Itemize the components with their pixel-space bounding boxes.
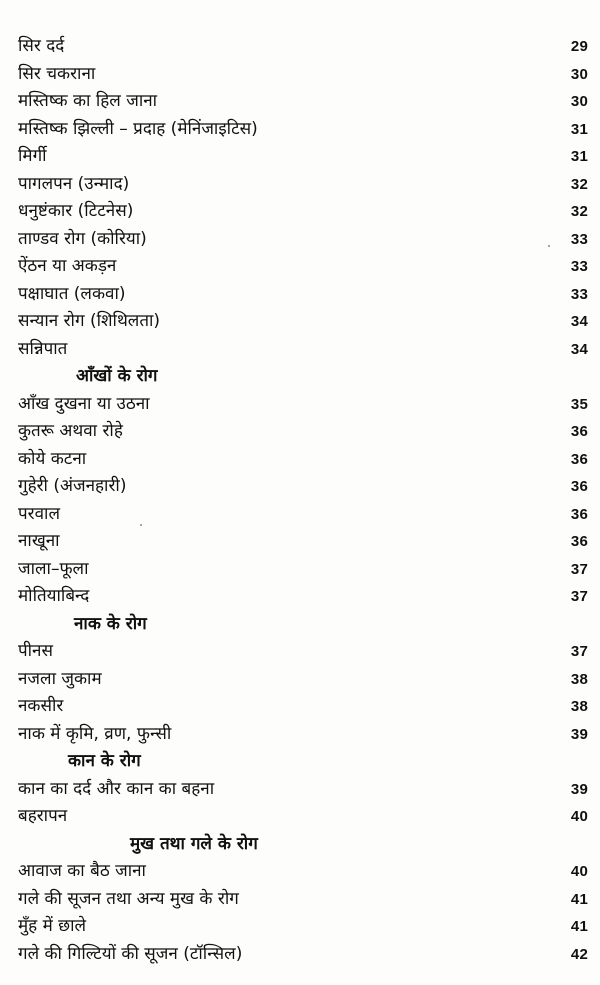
toc-entry	[18, 88, 588, 116]
toc-entry	[18, 418, 588, 446]
toc-entry	[18, 446, 588, 474]
toc-entry-page: 40	[570, 863, 588, 880]
toc-entry-title: पागलपन (उन्माद)	[18, 173, 130, 194]
section-heading-eye-diseases	[18, 363, 588, 391]
toc-entry-page: 39	[570, 780, 588, 798]
toc-entry	[18, 556, 588, 584]
toc-entry-title: ताण्डव रोग (कोरिया)	[18, 228, 147, 249]
toc-entry-title: नाखूना	[18, 531, 60, 551]
toc-entry	[18, 116, 588, 144]
toc-entry-page: 31	[570, 148, 588, 165]
toc-entry-title: नकसीर	[18, 696, 64, 716]
toc-entry	[18, 666, 588, 694]
toc-entry	[18, 391, 588, 419]
toc-entry-title: पीनस	[18, 641, 53, 661]
scan-speck	[140, 524, 142, 526]
toc-entry-title: मस्तिष्क झिल्ली – प्रदाह (मेनिंजाइटिस)	[18, 118, 258, 139]
toc-entry-page: 37	[570, 560, 588, 578]
toc-entry-page: 37	[570, 643, 588, 660]
toc-entry-page: 36	[570, 505, 588, 523]
toc-entry	[18, 33, 588, 61]
toc-entry	[18, 913, 588, 941]
toc-entry	[18, 886, 588, 914]
toc-entry-page: 38	[570, 670, 588, 688]
toc-entry-page: 30	[570, 93, 588, 110]
toc-entry	[18, 198, 588, 226]
toc-entry-title: मिर्गी	[18, 146, 47, 166]
toc-entry-title: जाला–फूला	[18, 558, 89, 579]
toc-entry-title: गुहेरी (अंजनहारी)	[18, 476, 127, 496]
toc-entry-page: 40	[570, 808, 588, 825]
toc-entry	[18, 776, 588, 804]
toc-entry	[18, 858, 588, 886]
toc-entry-title: कोये कटना	[18, 448, 87, 469]
section-heading-text: नाक के रोग	[74, 613, 147, 634]
toc-entry-page: 39	[570, 725, 588, 743]
toc-entry-title: धनुष्टंकार (टिटनेस)	[18, 201, 134, 221]
toc-entry-title: सिर दर्द	[18, 36, 65, 56]
toc-entry	[18, 336, 588, 364]
table-of-contents	[18, 33, 588, 968]
toc-entry	[18, 473, 588, 501]
toc-entry-page: 41	[570, 890, 588, 908]
toc-entry	[18, 308, 588, 336]
section-heading-ear-diseases	[18, 748, 588, 776]
toc-entry	[18, 583, 588, 611]
toc-entry-title: कुतरू अथवा रोहे	[18, 421, 123, 441]
toc-entry	[18, 638, 588, 666]
toc-entry-title: सन्निपात	[18, 338, 68, 359]
section-heading-mouth-throat-diseases	[18, 831, 588, 859]
toc-entry-title: आवाज का बैठ जाना	[18, 861, 146, 881]
section-heading-text: मुख तथा गले के रोग	[130, 833, 258, 854]
toc-entry-page: 34	[570, 313, 588, 330]
toc-entry-page: 32	[570, 203, 588, 220]
toc-entry-title: मस्तिष्क का हिल जाना	[18, 91, 158, 111]
toc-entry-page: 29	[570, 38, 588, 55]
toc-entry	[18, 528, 588, 556]
toc-entry-page: 34	[570, 340, 588, 358]
toc-entry-page: 37	[570, 588, 588, 605]
toc-entry-page: 36	[570, 478, 588, 495]
scan-speck	[548, 245, 550, 247]
section-heading-text: कान के रोग	[68, 751, 141, 771]
toc-entry	[18, 721, 588, 749]
toc-entry	[18, 501, 588, 529]
toc-entry-page: 36	[570, 533, 588, 550]
toc-entry-title: कान का दर्द और कान का बहना	[18, 778, 215, 799]
toc-entry	[18, 171, 588, 199]
toc-entry-page: 30	[570, 65, 588, 83]
toc-entry-title: मुँह में छाले	[18, 916, 87, 936]
toc-entry-page: 33	[570, 230, 588, 248]
toc-entry-title: आँख दुखना या उठना	[18, 393, 150, 414]
toc-entry-page: 33	[570, 258, 588, 275]
toc-entry-title: पक्षाघात (लकवा)	[18, 283, 126, 304]
toc-entry-page: 41	[570, 918, 588, 935]
toc-entry-page: 33	[570, 285, 588, 303]
toc-entry	[18, 941, 588, 969]
toc-entry-title: मोतियाबिन्द	[18, 586, 90, 606]
toc-entry	[18, 803, 588, 831]
toc-entry-page: 36	[570, 423, 588, 440]
toc-entry-title: गले की गिल्टियों की सूजन (टॉन्सिल)	[18, 943, 243, 964]
toc-entry-page: 38	[570, 698, 588, 715]
toc-entry-page: 32	[570, 175, 588, 193]
toc-entry-page: 35	[570, 395, 588, 413]
toc-entry-page: 42	[570, 945, 588, 963]
toc-entry-title: गले की सूजन तथा अन्य मुख के रोग	[18, 888, 239, 909]
toc-entry	[18, 281, 588, 309]
toc-entry-title: नजला जुकाम	[18, 668, 102, 689]
toc-entry	[18, 693, 588, 721]
toc-entry-page: 31	[570, 120, 588, 138]
toc-entry	[18, 143, 588, 171]
toc-entry	[18, 61, 588, 89]
toc-entry-page: 36	[570, 450, 588, 468]
toc-entry-title: सन्यान रोग (शिथिलता)	[18, 311, 161, 331]
toc-entry-title: परवाल	[18, 503, 60, 524]
toc-entry-title: नाक में कृमि, व्रण, फुन्सी	[18, 723, 172, 744]
section-heading-text: आँखों के रोग	[76, 366, 158, 386]
toc-entry-title: ऐंठन या अकड़न	[18, 256, 117, 276]
toc-entry-title: सिर चकराना	[18, 63, 96, 84]
toc-entry-title: बहरापन	[18, 806, 68, 826]
toc-entry	[18, 226, 588, 254]
toc-entry	[18, 253, 588, 281]
section-heading-nose-diseases	[18, 611, 588, 639]
